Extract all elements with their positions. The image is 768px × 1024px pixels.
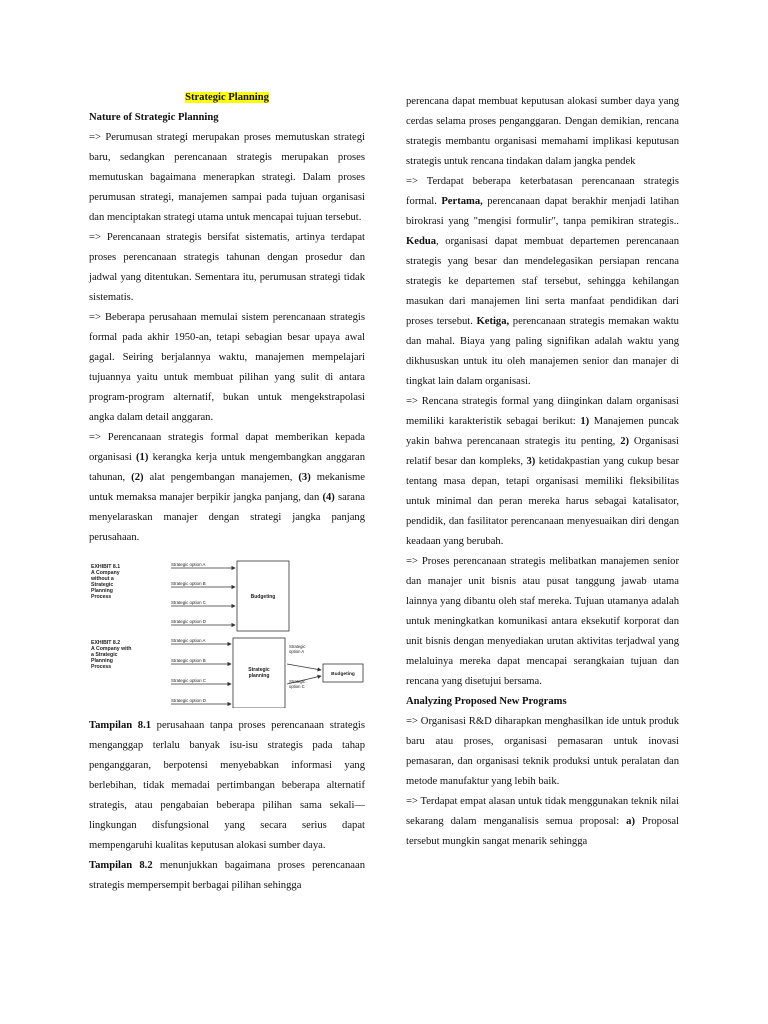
text-run: perencanaan dapat berakhir menjadi latihan birokrasi yang "mengisi formulir", tanpa pemikiran strategis.. (406, 196, 679, 227)
output-option-c: Strategic (289, 679, 306, 684)
paragraph (89, 428, 365, 548)
text-run: => Terdapat beberapa keterbatasan perencanaan strategis formal. (406, 176, 679, 207)
document-title: Strategic Planning (185, 92, 269, 103)
exhibit-1-arrows (171, 568, 235, 625)
bold-lead: Tampilan 8.2 (89, 860, 153, 871)
exhibit-1-line: Strategic (91, 582, 114, 588)
exhibit-1-line: A Company (91, 570, 120, 576)
text-run: => Rencana strategis formal yang diinginkan dalam organisasi memiliki karakteristik sebagai berikut: (406, 396, 679, 427)
bold-term: Kedua (406, 236, 437, 247)
output-option-a: option A (289, 649, 305, 654)
strategic-planning-label: planning (248, 673, 270, 679)
text-run: Proposal tersebut mungkin sangat menarik sehingga (406, 816, 680, 847)
strategic-option-label: Strategic option B (171, 581, 206, 586)
strategic-option-label: Strategic option A (171, 638, 206, 643)
list-number: (4) (322, 492, 335, 503)
exhibit-2-line: Process (91, 664, 112, 670)
right-column (406, 92, 679, 852)
text-run: mekanisme untuk memaksa manajer berpikir jangka panjang, dan (89, 472, 365, 503)
paragraph (89, 856, 365, 896)
paragraph: => Perencanaan strategis bersifat sistematis, artinya terdapat proses perencanaan strategis tahunan dengan prosedur dan jadwal yang ditentukan. Sementara itu, perumusan strategi tidak sistematis. (89, 232, 365, 303)
text-run: menunjukkan bagaimana proses perencanaan strategis mempersempit berbagai pilihan sehingga (89, 860, 366, 891)
exhibit-2-line: Planning (91, 658, 113, 664)
exhibit-figure (89, 558, 365, 708)
text-run: , organisasi dapat membuat departemen perencanaan strategis yang besar dan mendelegasikan persiapan rencana strategis ke departemen staf tersebut, sehingga kehilangan masukan dari manajemen lini serta manfaat pendidikan dari proses tersebut. (406, 236, 679, 327)
left-column (89, 88, 365, 896)
exhibit-2-options (171, 638, 206, 703)
strategic-planning-label: Strategic (248, 667, 270, 673)
output-option-c: option C (289, 684, 305, 689)
list-number: (1) (136, 452, 149, 463)
list-number: (3) (298, 472, 311, 483)
text-run: perusahaan tanpa proses perencanaan strategis menganggap terlalu banyak isu-isu strategis pada tahap penganggaran, berpotensi menyebabkan informasi yang berlebihan, tidak memadai pertimbangan beberapa alternatif strategis, atau pengabaian beberapa pilihan sama sekali—lingkungan disfungsional yang secara serius dapat mempengaruhi kualitas keputusan alokasi sumber daya. (89, 720, 365, 851)
exhibit-1-line: without a (91, 576, 114, 582)
paragraph: => Perumusan strategi merupakan proses memutuskan strategi baru, sedangkan perencanaan strategis merupakan proses memutuskan bagaimana menerapkan strategi. Dalam proses perumusan strategi, manajemen sampai pada tujuan organisasi dan menciptakan strategi utama untuk mencapai tujuan tersebut. (89, 132, 365, 223)
exhibit-1-caption (90, 564, 120, 600)
exhibit-2-line: a Strategic (91, 652, 118, 658)
strategic-option-label: Strategic option C (171, 600, 206, 605)
list-number: 3) (526, 456, 536, 467)
exhibit-2-caption (91, 640, 131, 670)
bold-term: Ketiga, (476, 316, 510, 327)
budgeting-label-2: Budgeting (331, 672, 355, 677)
exhibit-2-line: A Company with (91, 646, 132, 652)
budgeting-label: Budgeting (250, 594, 276, 600)
bold-term: Pertama, (441, 196, 483, 207)
list-number: 2) (620, 436, 630, 447)
exhibit-diagram (89, 558, 365, 708)
text-run: Manajemen puncak yakin bahwa perencanaan strategis itu penting, (406, 416, 679, 447)
bold-lead: Tampilan 8.1 (89, 720, 152, 731)
strategic-option-label: Strategic option B (171, 658, 206, 663)
strategic-option-label: Strategic option C (171, 678, 206, 683)
list-number: (2) (131, 472, 144, 483)
section-heading: Analyzing Proposed New Programs (406, 696, 567, 707)
strategic-option-label: Strategic option A (171, 562, 206, 567)
exhibit-1-line: EXHIBIT 8.1 (91, 564, 121, 570)
exhibit-1-line: Planning (91, 588, 113, 594)
text-run: ketidakpastian yang cukup besar tentang masa depan, tetapi organisasi memiliki fleksibilitas untuk minimal dan peran mereka harus sebagai katalisator, pendidik, dan fasilitator perencanaan menyesuaikan diri dengan keadaan yang berubah. (406, 456, 679, 547)
strategic-option-label: Strategic option D (171, 619, 206, 624)
list-number: 1) (580, 416, 590, 427)
paragraph: perencana dapat membuat keputusan alokasi sumber daya yang cerdas selama proses penganggaran. Dengan demikian, rencana strategis membantu organisasi memahami implikasi keputusan strategis untuk rencana tindakan dalam jangka pendek (406, 96, 679, 167)
exhibit-1-line: Process (91, 594, 112, 600)
paragraph (89, 716, 365, 856)
text-run: alat pengembangan manajemen, (143, 472, 299, 483)
text-run: perencanaan strategis memakan waktu dan mahal. Biaya yang paling signifikan adalah waktu yang dikhususkan untuk itu oleh manajemen senior dan manajer di tingkat lain dalam organisasi. (406, 316, 679, 387)
strategic-option-label: Strategic option D (171, 698, 206, 703)
text-run: Organisasi relatif besar dan kompleks, (406, 436, 679, 467)
text-run: => Terdapat empat alasan untuk tidak menggunakan teknik nilai sekarang dalam menganalisis semua proposal: (406, 796, 679, 827)
list-number: a) (626, 816, 635, 827)
exhibit-2-line: EXHIBIT 8.2 (91, 640, 121, 646)
paragraph (406, 172, 679, 392)
section-heading: Nature of Strategic Planning (89, 112, 219, 123)
text-run: sarana menyelaraskan manajer dengan strategi jangka panjang perusahaan. (89, 492, 366, 543)
paragraph (406, 392, 679, 552)
title-row (89, 88, 365, 108)
output-option-a: Strategic (289, 644, 306, 649)
paragraph: => Organisasi R&D diharapkan menghasilkan ide untuk produk baru atau proses, organisasi pemasaran untuk inovasi pemasaran, dan organisasi teknik produksi untuk peralatan dan metode manufaktur yang lebih baik. (406, 716, 679, 787)
text-run: => Perencanaan strategis formal dapat memberikan kepada organisasi (89, 432, 365, 463)
paragraph (406, 792, 679, 852)
exhibit-1-options (171, 562, 206, 624)
paragraph: => Proses perencanaan strategis melibatkan manajemen senior dan manajer unit bisnis atau pusat tanggung jawab utama lainnya yang dibantu oleh staf mereka. Tujuan utamanya adalah untuk meningkatkan komunikasi antara eksekutif korporat dan unit bisnis dengan menyediakan urutan aktivitas terjadwal yang melaluinya mereka dapat mencapai serangkaian tujuan dan rencana yang disetujui bersama. (406, 556, 679, 687)
paragraph: => Beberapa perusahaan memulai sistem perencanaan strategis formal pada akhir 1950-an, tetapi sebagian besar upaya awal gagal. Seiring berjalannya waktu, manajemen mempelajari tujuannya yaitu untuk membuat pilihan yang sulit di antara program-program alternatif, bukan untuk mengekstrapolasi angka dalam detail anggaran. (89, 312, 365, 423)
text-run: kerangka kerja untuk mengembangkan anggaran tahunan, (89, 452, 365, 483)
